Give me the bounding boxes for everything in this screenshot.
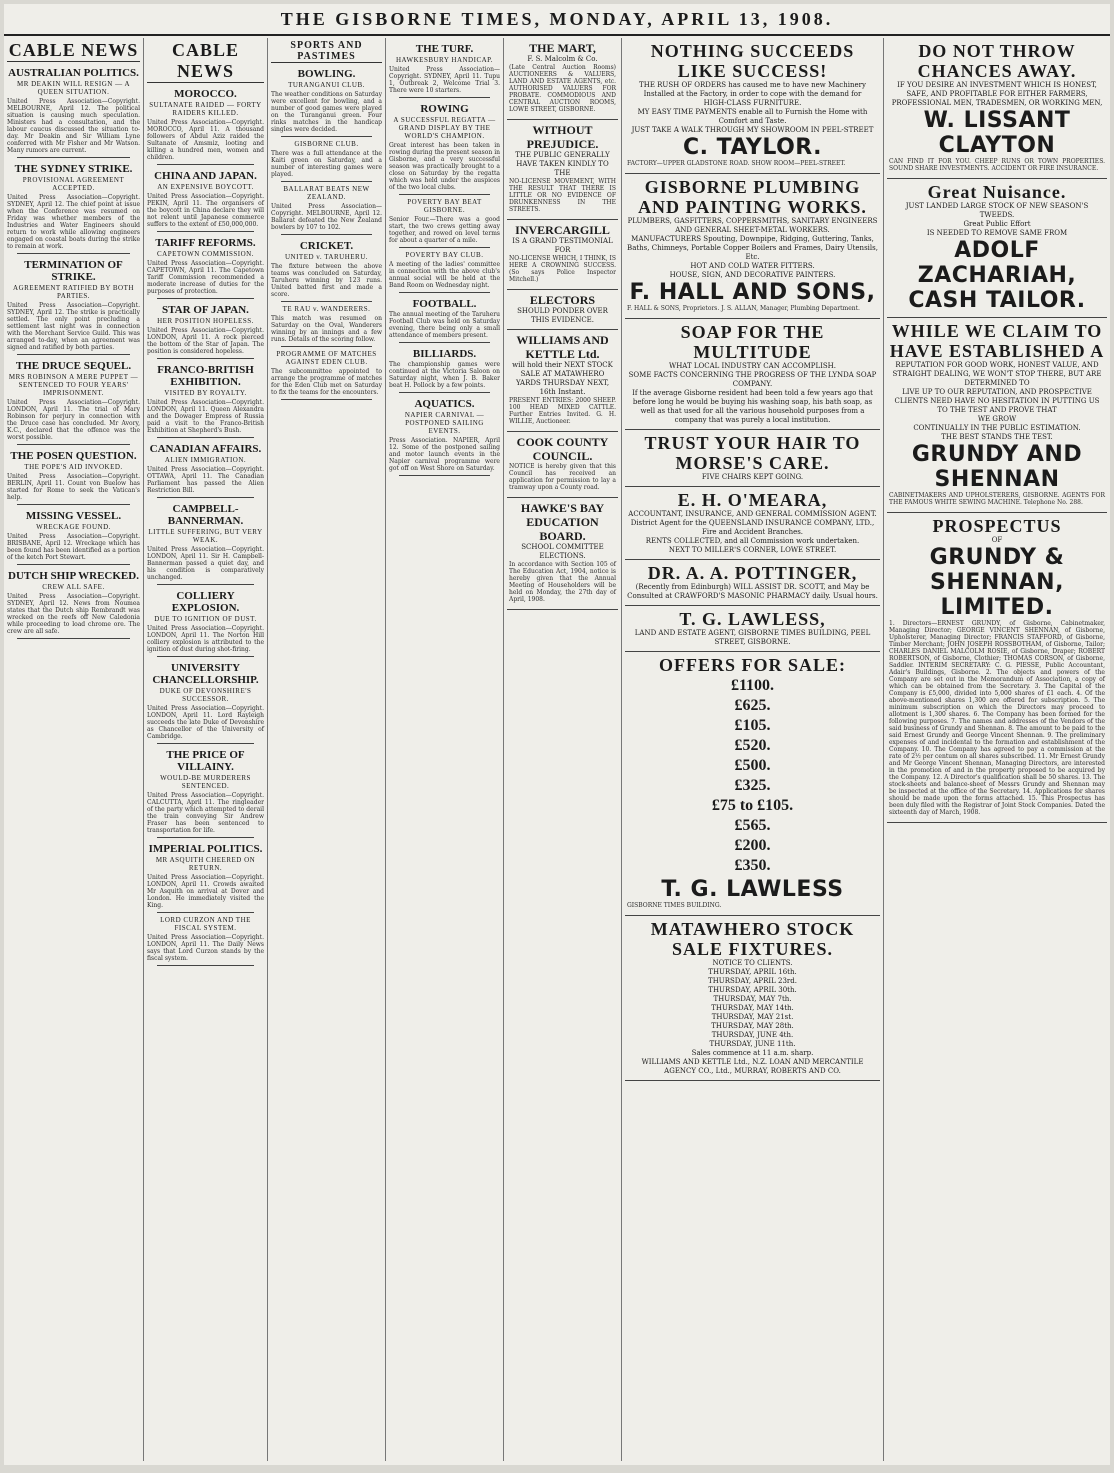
article-body: United Press Association—Copyright. MOROCCO, April 11. A thousand followers of Abdul Aziz raided the Sultanate of Amsmiz, looting and killing a hundred men, women and children.	[147, 119, 264, 161]
divider	[17, 354, 130, 355]
ad-price: £500.	[734, 757, 771, 774]
ad-line: NOTICE TO CLIENTS.	[712, 959, 793, 967]
article-headline: TARIFF REFORMS.	[155, 237, 256, 249]
ad-line: FIVE CHAIRS KEPT GOING.	[701, 473, 804, 481]
ad-price: £565.	[734, 817, 771, 834]
ad-advertiser-name: ADOLF ZACHARIAH, CASH TAILOR.	[908, 238, 1086, 313]
article	[147, 304, 264, 359]
article	[389, 398, 500, 476]
ad-advertiser-name: C. TAYLOR.	[683, 135, 822, 160]
article	[147, 364, 264, 438]
divider	[281, 136, 372, 137]
notice-subtitle: SHOULD PONDER OVER THIS EVIDENCE.	[517, 307, 608, 324]
ad-line: THURSDAY, MAY 7th.	[713, 995, 792, 1003]
divider	[281, 399, 372, 400]
article-headline: FRANCO-BRITISH EXHIBITION.	[157, 364, 254, 388]
column-advertisements-1	[622, 38, 884, 1461]
divider	[399, 342, 490, 343]
divider	[281, 301, 372, 302]
column-sports-continued	[386, 38, 504, 1461]
article	[147, 237, 264, 299]
article-headline: TERMINATION OF STRIKE.	[24, 259, 123, 283]
article-subheadline: POVERTY BAY CLUB.	[405, 251, 484, 259]
article-body: United Press Association—Copyright. LONDON, April 11. Crowds awaited Mr Asquith on arrival at Dover and London. He immediately visited the King.	[147, 874, 264, 909]
ad-title: MATAWHERO STOCK SALE FIXTURES.	[650, 919, 855, 959]
notice-title: ELECTORS	[529, 293, 596, 307]
article-body: United Press Association—Copyright. LONDON, April 11. The trial of Mary Robinson for perjury in connection with the Druce case has concluded. Mr Avory, K.C., declared that the offence was the worst possible.	[7, 399, 140, 441]
article-body: United Press Association—Copyright. MELBOURNE, April 12. Ballarat defeated the New Zealand bowlers by 107 to 102.	[271, 203, 382, 231]
notice-body: NO-LICENSE WHICH, I THINK, IS HERE A CROWNING SUCCESS. (So says Police Inspector Mitchell.)	[509, 255, 616, 283]
ad-footer: 1. Directors—ERNEST GRUNDY, of Gisborne, Cabinetmaker, Managing Director; GEORGE VINCENT SHENNAN, of Gisborne, Upholsterer, Managing Director; FRANCIS STAFFORD, of Gisborne, Timber Merchant; JOHN JOSEPH ROSSBOTHAM, of Gisborne, Tailor; CHARLES DANIEL MALCOLM ROSIE, of Gisborne, Draper; ROBERT ROBERTSON, of Gisborne, Clothier; THOMAS CORSON, of Gisborne, Saddler. INTERIM SECRETARY: C. G. PIESSE, Public Accountant, Adair's Buildings, Gisborne. 2. The objects and powers of the Company are set out in the Memorandum of Association, a copy of which can be obtained from the Secretary. 3. The Capital of the Company is £5,000, divided into 5,000 shares of £1 each. 4. Of the above-mentioned shares 1,300 are offered for subscription. 5. The minimum subscription on which the Directors may proceed to allotment is 1,300 shares. 6. The Company has been formed for the following purposes. 7. The names and addresses of the Vendors of the said business of Grundy and Shennan. 8. The amount to be paid to the said Ernest Grundy and George Vincent Shennan. 9. The preliminary expenses of and incidental to the formation and establishment of the Company. 10. The Company has agreed to pay a commission at the rate of 2½ per centum on all shares subscribed. 11. Mr Ernest Grundy and Mr George Vincent Shennan, Managing Directors, are interested in the promotion of and in the property proposed to be acquired by the Company. 12. A Director's qualification shall be 50 shares. 13. The stock-sheets and balance-sheet of Messrs Grundy and Shennan may be inspected at the office of the Secretary. 14. Applications for shares should be made upon the forms attached. 15. This Prospectus has been duly filed with the Registrar of Joint Stock Companies. Dated the sixteenth day of March, 1908.	[889, 620, 1105, 816]
article	[147, 916, 264, 966]
ad-title: GISBORNE PLUMBING AND PAINTING WORKS.	[638, 177, 867, 217]
divider	[17, 564, 130, 565]
article-body: United Press Association—Copyright. OTTAWA, April 11. The Canadian Parliament has passed the Alien Restriction Bill.	[147, 466, 264, 494]
ad-line: LIVE UP TO OUR REPUTATION, AND PROSPECTIVE CLIENTS NEED HAVE NO HESITATION IN PUTTING US TO THE TEST AND PROVE THAT	[894, 388, 1100, 414]
ad-price: £350.	[734, 857, 771, 874]
article	[389, 198, 500, 248]
article	[271, 185, 382, 235]
notice-subtitle: SCHOOL COMMITTEE ELECTIONS.	[521, 543, 604, 560]
article-subheadline: A SUCCESSFUL REGATTA — GRAND DISPLAY BY THE WORLD'S CHAMPION.	[393, 116, 496, 140]
article-body: Senior Four.—There was a good start, the two crews getting away together, and rowed on level terms for about a quarter of a mile.	[389, 216, 500, 244]
article	[7, 510, 140, 565]
ad-price: £325.	[734, 777, 771, 794]
divider	[17, 638, 130, 639]
newspaper-page	[4, 4, 1110, 1465]
article-headline: MOROCCO.	[174, 88, 237, 100]
ad-line: THURSDAY, APRIL 30th.	[708, 986, 797, 994]
article-headline: BILLIARDS.	[412, 348, 477, 360]
article-body: The subcommittee appointed to arrange the programme of matches for the Eden Club met on Saturday to fix the teams for the encounters.	[271, 368, 382, 396]
article-body: United Press Association—Copyright. CALCUTTA, April 11. The ringleader of the party which attempted to derail the train conveying Sir Andrew Fraser has been sentenced to transportation for life.	[147, 792, 264, 834]
article	[389, 348, 500, 393]
article	[147, 590, 264, 657]
divider	[157, 164, 254, 165]
article-subheadline: HAWKESBURY HANDICAP.	[395, 56, 494, 64]
article	[271, 305, 382, 347]
notice-block	[507, 120, 618, 220]
advertisement	[887, 179, 1107, 318]
article	[147, 843, 264, 913]
ad-price: £520.	[734, 737, 771, 754]
ad-line: CONTINUALLY IN THE PUBLIC ESTIMATION.	[913, 424, 1081, 432]
article-subheadline: DUE TO IGNITION OF DUST.	[154, 615, 257, 623]
article	[389, 103, 500, 195]
divider	[399, 247, 490, 248]
article-body: United Press Association—Copyright. LONDON, April 11. The Norton Hill colliery explosion is attributed to the ignition of dust during shot-firing.	[147, 625, 264, 653]
notice-title: WITHOUT PREJUDICE.	[526, 123, 599, 151]
article	[271, 140, 382, 182]
article-headline: AUSTRALIAN POLITICS.	[8, 67, 139, 79]
article-subheadline: DUKE OF DEVONSHIRE'S SUCCESSOR.	[159, 687, 252, 703]
notice-subtitle: will hold their NEXT STOCK SALE AT MATAWHERO YARDS THURSDAY NEXT, 16th Instant.	[512, 361, 613, 396]
notice-title: WILLIAMS AND KETTLE Ltd.	[516, 333, 609, 361]
divider	[157, 358, 254, 359]
article-subheadline: LITTLE SUFFERING, BUT VERY WEAK.	[148, 528, 263, 544]
notice-title: HAWKE'S BAY EDUCATION BOARD.	[520, 501, 605, 543]
article-subheadline: VISITED BY ROYALTY.	[164, 389, 247, 397]
article-body: United Press Association—Copyright. LONDON, April 11. Queen Alexandra and the Dowager Empress of Russia paid a visit to the Franco-British Exhibition at Shepherd's Bush.	[147, 399, 264, 434]
ad-title: PROSPECTUS	[932, 516, 1062, 536]
article	[147, 503, 264, 585]
ad-advertiser-name: F. HALL AND SONS,	[629, 280, 876, 305]
ad-footer: GISBORNE TIMES BUILDING.	[627, 902, 722, 909]
article	[389, 298, 500, 343]
ad-line: THURSDAY, MAY 28th.	[711, 1022, 794, 1030]
article-headline: IMPERIAL POLITICS.	[148, 843, 263, 855]
article	[7, 259, 140, 355]
ad-line: THURSDAY, MAY 14th.	[711, 1004, 794, 1012]
column-notices	[504, 38, 622, 1461]
divider	[157, 656, 254, 657]
article	[7, 163, 140, 254]
article	[389, 43, 500, 98]
article-headline: FOOTBALL.	[412, 298, 477, 310]
article-subheadline: ALIEN IMMIGRATION.	[164, 456, 247, 464]
article-subheadline: MR DEAKIN WILL RESIGN — A QUEEN SITUATION.	[16, 80, 131, 96]
divider	[157, 437, 254, 438]
advertisement	[625, 430, 880, 487]
divider	[157, 965, 254, 966]
article	[271, 68, 382, 137]
article-headline: CHINA AND JAPAN.	[154, 170, 257, 182]
advertisement	[625, 174, 880, 319]
ad-title: T. G. LAWLESS,	[679, 609, 826, 629]
article-headline: STAR OF JAPAN.	[162, 304, 249, 316]
article-body: This match was resumed on Saturday on the Oval, Wanderers winning by an innings and a few runs. Details of the scoring follow.	[271, 315, 382, 343]
article	[7, 67, 140, 158]
notice-subtitle: THE PUBLIC GENERALLY HAVE TAKEN KINDLY TO THE	[515, 151, 610, 177]
notice-title: INVERCARGILL	[515, 223, 610, 237]
notice-body: NOTICE is hereby given that this Council has received an application for permission to lay a tramway upon a County road.	[509, 463, 616, 491]
ad-line: Great Public Effort	[963, 220, 1031, 228]
ad-line: THURSDAY, JUNE 11th.	[709, 1040, 796, 1048]
ad-price: £625.	[734, 697, 771, 714]
article-subheadline: HER POSITION HOPELESS.	[157, 317, 254, 325]
ad-title: DR. A. A. POTTINGER,	[647, 563, 858, 583]
divider	[399, 194, 490, 195]
article-subheadline: PROVISIONAL AGREEMENT ACCEPTED.	[22, 176, 125, 192]
article-headline: MISSING VESSEL.	[25, 510, 122, 522]
article-body: The championship games were continued at the Victoria Saloon on Saturday night, when J. B. Baker beat H. Pollock by a few points.	[389, 361, 500, 389]
ad-line: THURSDAY, APRIL 23rd.	[708, 977, 797, 985]
ad-footer: CAN FIND IT FOR YOU. CHEEP RUNS OR TOWN PROPERTIES. SOUND SHARE INVESTMENTS. ACCIDENT OR FIRE INSURANCE.	[889, 158, 1105, 172]
article-headline: COLLIERY EXPLOSION.	[171, 590, 240, 614]
article-body: United Press Association—Copyright. LONDON, April 11. The Daily News says that Lord Curzon stands by the fiscal system.	[147, 934, 264, 962]
article-headline: THE SYDNEY STRIKE.	[14, 163, 133, 175]
ad-line: ACCOUNTANT, INSURANCE, AND GENERAL COMMISSION AGENT.	[628, 510, 877, 518]
ad-advertiser-name: T. G. LAWLESS	[661, 877, 844, 902]
divider	[399, 475, 490, 476]
ad-line: THE RUSH OF ORDERS has caused me to have new Machinery Installed at the Factory, in order to cope with the demand for	[639, 81, 866, 98]
article-subheadline: CREW ALL SAFE.	[42, 583, 105, 591]
divider	[17, 504, 130, 505]
ad-line: District Agent for the QUEENSLAND INSURANCE COMPANY, LTD., Fire and Accident Branches.	[630, 519, 875, 536]
advertisement	[625, 560, 880, 606]
article-body: Great interest has been taken in rowing during the present season in Gisborne, and a very successful season was practically brought to a close on Saturday by the regatta which was held under the auspices of the two local clubs.	[389, 142, 500, 191]
ad-price: £200.	[734, 837, 771, 854]
ad-footer: CABINETMAKERS AND UPHOLSTERERS, GISBORNE. AGENTS FOR THE FAMOUS WHITE SEWING MACHINE. Telephone No. 288.	[889, 492, 1105, 506]
article	[389, 251, 500, 293]
ad-line: THURSDAY, APRIL 16th.	[708, 968, 797, 976]
article-subheadline: AGREEMENT RATIFIED BY BOTH PARTIES.	[13, 284, 134, 300]
advertisement	[625, 38, 880, 174]
divider	[281, 181, 372, 182]
column-cable-news-1	[4, 38, 144, 1461]
notice-block	[507, 220, 618, 290]
article-body: United Press Association—Copyright. BERLIN, April 11. Count von Buelow has started for Rome to seek the Vatican's help.	[7, 473, 140, 501]
ad-advertiser-name: GRUNDY AND SHENNAN	[911, 442, 1083, 492]
ad-line: MY EASY TIME PAYMENTS enable all to Furnish the Home with Comfort and Taste.	[637, 108, 868, 125]
ad-line: REPUTATION FOR GOOD WORK, HONEST VALUE, AND STRAIGHT DEALING, WE WON'T STOP THERE, BUT ARE DETERMINED TO	[892, 361, 1102, 387]
article-headline: AQUATICS.	[414, 398, 475, 410]
advertisement	[625, 487, 880, 560]
ad-price: £75 to £105.	[711, 797, 794, 814]
advertisement	[625, 916, 880, 1081]
divider	[399, 392, 490, 393]
ad-price: £1100.	[730, 677, 775, 694]
divider	[17, 253, 130, 254]
article	[147, 170, 264, 232]
ad-line: OF	[991, 536, 1003, 544]
divider	[157, 743, 254, 744]
ad-line: RENTS COLLECTED, and all Commission work undertaken.	[645, 537, 860, 545]
article-subheadline: TE RAU v. WANDERERS.	[282, 305, 371, 313]
article-subheadline: CAPETOWN COMMISSION.	[157, 250, 254, 258]
divider	[157, 584, 254, 585]
article	[271, 240, 382, 302]
notice-block	[507, 432, 618, 498]
notice-body: (Late Central Auction Rooms) AUCTIONEERS & VALUERS, LAND AND ESTATE AGENTS, etc. AUTHORISED VALUERS FOR PROBATE. COMMODIOUS AND CENTRAL AUCTION ROOMS, LOWE STREET, GISBORNE.	[509, 64, 616, 113]
ad-line: PLUMBERS, GASFITTERS, COPPERSMITHS, SANITARY ENGINEERS AND GENERAL SHEET-METAL WORKERS.	[627, 217, 878, 234]
column-sports	[268, 38, 386, 1461]
masthead: THE GISBORNE TIMES, MONDAY, APRIL 13, 1908.	[4, 4, 1110, 36]
article-subheadline: GISBORNE CLUB.	[294, 140, 359, 148]
ad-title: SOAP FOR THE MULTITUDE	[680, 322, 825, 362]
ad-price: £105.	[734, 717, 771, 734]
article-body: United Press Association—Copyright. SYDNEY, April 11. Tupu 1, Outbreak 2, Welcome Trial 3. There were 10 starters.	[389, 66, 500, 94]
section-heading: CABLE NEWS	[147, 40, 264, 83]
ad-title: WHILE WE CLAIM TO HAVE ESTABLISHED A	[889, 321, 1105, 361]
ad-line: MANUFACTURERS Spouting, Downpipe, Ridging, Guttering, Tanks, Baths, Chimneys, Portable Copper Boilers and Frames, Dairy Utensils, Etc.	[627, 235, 878, 261]
ad-title: NOTHING SUCCEEDS LIKE SUCCESS!	[650, 41, 855, 81]
ad-title: DO NOT THROW CHANCES AWAY.	[917, 41, 1077, 81]
article	[271, 350, 382, 400]
ad-line: Sales commence at 11 a.m. sharp.	[691, 1049, 814, 1057]
article-subheadline: POVERTY BAY BEAT GISBORNE.	[407, 198, 482, 214]
ad-line: WHAT LOCAL INDUSTRY CAN ACCOMPLISH.	[669, 362, 836, 370]
article-headline: UNIVERSITY CHANCELLORSHIP.	[152, 662, 259, 686]
advertisement	[887, 318, 1107, 513]
ad-line: HOUSE, SIGN, AND DECORATIVE PAINTERS.	[669, 271, 836, 279]
divider	[399, 97, 490, 98]
ad-advertiser-name: W. LISSANT CLAYTON	[923, 108, 1071, 158]
notice-block	[507, 330, 618, 432]
notice-body: NO-LICENSE MOVEMENT, WITH THE RESULT THAT THERE IS LITTLE OR NO EVIDENCE OF DRUNKENNESS IN THE STREETS.	[509, 178, 616, 213]
article-body: United Press Association—Copyright. PEKIN, April 11. The organisers of the boycott in China declare they will not relent until Japanese commerce suffers to the extent of £50,000,000.	[147, 193, 264, 228]
article-body: United Press Association—Copyright. CAPETOWN, April 11. The Capetown Tariff Commission recommended a moderate increase of duties for the purposes of protection.	[147, 260, 264, 295]
article-body: The weather conditions on Saturday were excellent for bowling, and a number of good games were played on the Turanganui green. Four rinks matches in the handicap singles were decided.	[271, 91, 382, 133]
article-subheadline: SULTANATE RAIDED — FORTY RAIDERS KILLED.	[149, 101, 262, 117]
notice-body: In accordance with Section 105 of The Education Act, 1904, notice is hereby given that the Annual Meeting of Householders will be held on Monday, the 27th day of April, 1908.	[509, 561, 616, 603]
notice-title: THE MART,	[529, 41, 596, 55]
article	[147, 749, 264, 838]
article-headline: THE TURF.	[415, 43, 474, 55]
article-headline: THE DRUCE SEQUEL.	[15, 360, 132, 372]
advertisement	[887, 513, 1107, 823]
ad-title: Great Nuisance.	[927, 182, 1067, 202]
notice-subtitle: IS A GRAND TESTIMONIAL FOR	[512, 237, 613, 254]
ad-line: JUST LANDED LARGE STOCK OF NEW SEASON'S TWEEDS.	[905, 202, 1089, 219]
article-subheadline: LORD CURZON AND THE FISCAL SYSTEM.	[160, 916, 251, 932]
article-body: United Press Association—Copyright. MELBOURNE, April 12. The political situation is causing much speculation. Ministers had a consultation, and the labour caucus discussed the situation to-day. Mr Deakin and Sir William Lyne conferred with Mr Fisher and Mr Watson. Many rumors are current.	[7, 98, 140, 154]
article-subheadline: PROGRAMME OF MATCHES AGAINST EDEN CLUB.	[276, 350, 377, 366]
article	[147, 88, 264, 165]
article-subheadline: MR ASQUITH CHEERED ON RETURN.	[155, 856, 256, 872]
advertisement	[625, 606, 880, 652]
article-headline: ROWING	[420, 103, 469, 115]
divider	[399, 292, 490, 293]
article-body: United Press Association—Copyright. BRISBANE, April 12. Wreckage which has been found has been identified as a portion of the ketch Port Stewart.	[7, 533, 140, 561]
article-subheadline: WOULD-BE MURDERERS SENTENCED.	[160, 774, 251, 790]
ad-footer: F. HALL & SONS, Proprietors. J. S. ALLAN, Manager, Plumbing Department.	[627, 305, 860, 312]
column-advertisements-2	[884, 38, 1110, 1461]
ad-line: THE BEST STANDS THE TEST.	[941, 433, 1053, 441]
article-headline: CANADIAN AFFAIRS.	[149, 443, 262, 455]
divider	[281, 346, 372, 347]
ad-advertiser-name: GRUNDY & SHENNAN, LIMITED.	[929, 545, 1065, 620]
article-body: Press Association. NAPIER, April 12. Some of the postponed sailing and motor launch events in the Napier carnival programme were got off on West Shore on Saturday.	[389, 437, 500, 472]
column-cable-news-2	[144, 38, 268, 1461]
divider	[157, 231, 254, 232]
article-subheadline: NAPIER CARNIVAL — POSTPONED SAILING EVENTS.	[404, 411, 485, 435]
notice-block	[507, 38, 618, 120]
advertisement	[625, 652, 880, 916]
article	[7, 450, 140, 505]
article-headline: THE PRICE OF VILLAINY.	[166, 749, 245, 773]
advertisement	[625, 319, 880, 430]
ad-title: OFFERS FOR SALE:	[658, 655, 847, 675]
ad-line: HOT AND COLD WATER FITTERS.	[690, 262, 815, 270]
ad-line: SOME FACTS CONCERNING THE PROGRESS OF THE LYNDA SOAP COMPANY.	[628, 371, 877, 388]
divider	[17, 444, 130, 445]
section-heading: SPORTS AND PASTIMES	[271, 40, 382, 63]
section-heading: CABLE NEWS	[8, 40, 139, 60]
ad-line: NEXT TO MILLER'S CORNER, LOWE STREET.	[668, 546, 837, 554]
ad-line: IF YOU DESIRE AN INVESTMENT WHICH IS HONEST, SAFE, AND PROFITABLE FOR EITHER FARMERS, PROFESSIONAL MEN, TRADESMEN, OR WORKING MEN,	[891, 81, 1103, 107]
ad-line: WE GROW	[977, 415, 1017, 423]
article-headline: CRICKET.	[299, 240, 354, 252]
article-body: The fixture between the above teams was concluded on Saturday, Taruheru winning by 123 runs. United batted first and made a score.	[271, 263, 382, 298]
article-headline: BOWLING.	[297, 68, 356, 80]
advertisement	[887, 38, 1107, 179]
ad-title: E. H. O'MEARA,	[677, 490, 828, 510]
article-headline: THE POSEN QUESTION.	[10, 450, 137, 462]
article-body: United Press Association—Copyright. LONDON, April 11. A rock pierced the bottom of the Star of Japan. The position is considered hopeless.	[147, 327, 264, 355]
article	[147, 662, 264, 744]
article-body: United Press Association—Copyright. SYDNEY, April 12. News from Noumea states that the Dutch ship Rembrandt was wrecked on the reefs off New Caledonia while proceeding to load chrome ore. The crew are all safe.	[7, 593, 140, 635]
divider	[157, 837, 254, 838]
ad-footer: FACTORY—UPPER GLADSTONE ROAD. SHOW ROOM—PEEL-STREET.	[627, 160, 846, 167]
article-body: The annual meeting of the Taruheru Football Club was held on Saturday evening, there being only a small attendance of members present.	[389, 311, 500, 339]
divider	[157, 912, 254, 913]
article	[7, 360, 140, 445]
notice-body: PRESENT ENTRIES: 2000 SHEEP. 100 HEAD MIXED CATTLE. Further Entries Invited. G. H. WILLIE, Auctioneer.	[509, 397, 616, 425]
ad-line: THURSDAY, JUNE 4th.	[711, 1031, 794, 1039]
article-body: A meeting of the ladies' committee in connection with the above club's annual social will be held at the Band Room on Wednesday night.	[389, 261, 500, 289]
ad-line: THURSDAY, MAY 21st.	[711, 1013, 794, 1021]
article-body: United Press Association—Copyright. LONDON, April 11. Sir H. Campbell-Bannerman passed a quiet day, and his condition is comparatively unchanged.	[147, 546, 264, 581]
ad-line: HIGH-CLASS FURNITURE.	[703, 99, 802, 107]
article-headline: DUTCH SHIP WRECKED.	[8, 570, 139, 582]
article	[7, 570, 140, 639]
ad-line: IS NEEDED TO REMOVE SAME FROM	[926, 229, 1068, 237]
ad-line: JUST TAKE A WALK THROUGH MY SHOWROOM IN PEEL-STREET	[631, 126, 874, 134]
divider	[281, 234, 372, 235]
article-body: United Press Association—Copyright. LONDON, April 11. Lord Rayleigh succeeds the late Duke of Devonshire as Chancellor of the University of Cambridge.	[147, 705, 264, 740]
notice-subtitle: F. S. Malcolm & Co.	[527, 55, 598, 63]
notice-block	[507, 498, 618, 610]
article-subheadline: WRECKAGE FOUND.	[36, 523, 111, 531]
divider	[157, 298, 254, 299]
article-body: United Press Association—Copyright. SYDNEY, April 12. The strike is practically settled. The only point precluding a settlement last night was in connection with the Merchant Service Guild. This was arranged to-day, when an agreement was signed and ratified by both parties.	[7, 302, 140, 351]
article-subheadline: AN EXPENSIVE BOYCOTT.	[157, 183, 254, 191]
article-subheadline: BALLARAT BEATS NEW ZEALAND.	[283, 185, 370, 201]
ad-line: (Recently from Edinburgh) WILL ASSIST DR. SCOTT, and May be Consulted at CRAWFORD'S MASONIC PHARMACY daily. Usual hours.	[627, 583, 878, 600]
article-body: United Press Association—Copyright. SYDNEY, April 12. The chief point at issue when the Conference was resumed on Friday was whether members of the Industries and Water Engineers should return to work while allowing engineers engaged on coastal boats during the strike to remain at work.	[7, 194, 140, 250]
ad-line: WILLIAMS AND KETTLE Ltd., N.Z. LOAN AND MERCANTILE AGENCY CO., Ltd., MURRAY, ROBERTS AND CO.	[641, 1058, 864, 1075]
article-subheadline: TURANGANUI CLUB.	[288, 81, 365, 89]
notice-title: COOK COUNTY COUNCIL.	[516, 435, 609, 463]
ad-title: TRUST YOUR HAIR TO MORSE'S CARE.	[644, 433, 861, 473]
ad-line: LAND AND ESTATE AGENT, GISBORNE TIMES BUILDING, PEEL STREET, GISBORNE.	[634, 629, 871, 646]
article-subheadline: UNITED v. TARUHERU.	[284, 253, 369, 261]
notice-block	[507, 290, 618, 330]
article-body: There was a full attendance at the Kaiti green on Saturday, and a number of interesting games were played.	[271, 150, 382, 178]
article-subheadline: MRS ROBINSON A MERE PUPPET — SENTENCED TO FOUR YEARS' IMPRISONMENT.	[8, 373, 139, 397]
divider	[17, 157, 130, 158]
article	[147, 443, 264, 498]
divider	[157, 497, 254, 498]
article-subheadline: THE POPE'S AID INVOKED.	[24, 463, 123, 471]
ad-line: If the average Gisborne resident had been told a few years ago that before long he would be buying his washing soap, his bath soap, as well as that used for all the various household purposes from a company that was purely a local institution.	[632, 389, 873, 424]
article-headline: CAMPBELL-BANNERMAN.	[167, 503, 244, 527]
